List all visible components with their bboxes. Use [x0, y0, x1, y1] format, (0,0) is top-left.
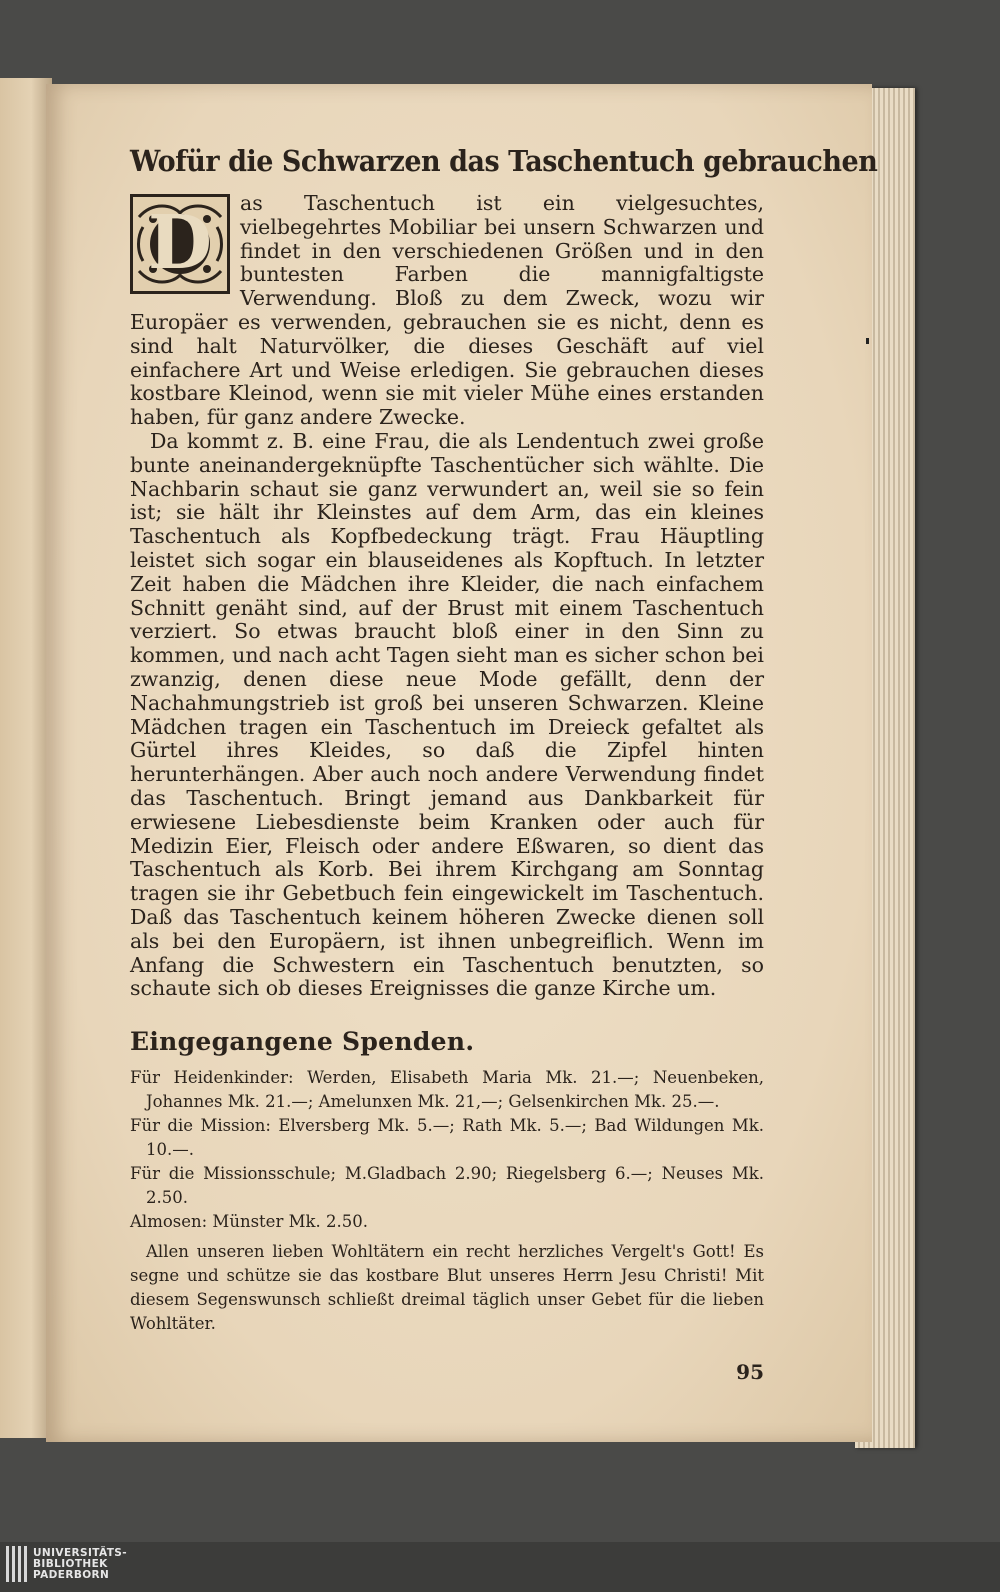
paragraph-1: as Taschentuch ist ein vielgesuchtes, vielbegehrtes Mobiliar bei unsern Schwarzen und findet in den verschiedenen Größen und in den buntesten Farben die mannigfaltigste Verwendung. Bloß zu dem Zweck, wozu wir Europäer es verwenden, gebrauchen sie es nicht, denn es sind halt Naturvölker, die dieses Geschäft auf viel einfachere Art und Weise erledigen. Sie gebrauchen dieses kostbare Kleinod, wenn sie mit vieler Mühe eines erstanden haben, für ganz andere Zwecke.: [130, 191, 764, 430]
logo-line-2: BIBLIOTHEK: [33, 1557, 108, 1570]
closing-blessing: Allen unseren lieben Wohltätern ein recht herzliches Vergelt's Gott! Es segne und schütze sie das kostbare Blut unseres Herrn Jesu Christi! Mit diesem Segenswunsch schließt dreimal täglich unser Gebet für die lieben Wohltäter.: [130, 1242, 764, 1334]
logo-line-1: UNIVERSITÄTS-: [33, 1546, 128, 1559]
donation-entry: Für die Mission: Elversberg Mk. 5.—; Rath Mk. 5.—; Bad Wildungen Mk. 10.—.: [130, 1116, 764, 1160]
donation-entry: Für Heidenkinder: Werden, Elisabeth Maria Mk. 21.—; Neuenbeken, Johannes Mk. 21.—; Amelunxen Mk. 21,—; Gelsenkirchen Mk. 25.—.: [130, 1068, 764, 1112]
page-content: [130, 144, 878, 1384]
donations-heading: Eingegangene Spenden.: [130, 1027, 475, 1057]
footer-bar: [0, 1542, 1000, 1592]
margin-mark: [866, 338, 869, 344]
logo-line-3: PADERBORN: [33, 1568, 110, 1581]
dropcap-letter: D: [147, 200, 213, 287]
ornamental-dropcap: [130, 194, 230, 294]
paragraph-2: Da kommt z. B. eine Frau, die als Lendentuch zwei große bunte aneinandergeknüpfte Taschentücher sich wählte. Die Nachbarin schaut sie ganz verwundert an, weil sie so fein ist; sie hält ihr Kleinstes auf dem Arm, das ein kleines Taschentuch als Kopfbedeckung trägt. Frau Häuptling leistet sich sogar ein blauseidenes als Kopftuch. In letzter Zeit haben die Mädchen ihre Kleider, die nach einfachem Schnitt genäht sind, auf der Brust mit einem Taschentuch verziert. So etwas braucht bloß einer in den Sinn zu kommen, und nach acht Tagen sieht man es sicher schon bei zwanzig, denen diese neue Mode gefällt, denn der Nachahmungstrieb ist groß bei unseren Schwarzen. Kleine Mädchen tragen ein Taschentuch im Dreieck gefaltet als Gürtel ihres Kleides, so daß die Zipfel hinten herunterhängen. Aber auch noch andere Verwendung findet das Taschentuch. Bringt jemand aus Dankbarkeit für erwiesene Liebesdienste beim Kranken oder auch für Medizin Eier, Fleisch oder andere Eßwaren, so dient das Taschentuch als Korb. Bei ihrem Kirchgang am Sonntag tragen sie ihr Gebetbuch fein eingewickelt im Taschentuch. Daß das Taschentuch keinem höheren Zwecke dienen soll als bei den Europäern, ist ihnen unbegreiflich. Wenn im Anfang die Schwestern ein Taschentuch benutzten, so schaute sich ob dieses Ereignisses die ganze Kirche um.: [130, 428, 764, 1001]
donation-entry: Almosen: Münster Mk. 2.50.: [130, 1212, 368, 1232]
donation-entry: Für die Missionsschule; M.Gladbach 2.90; Riegelsberg 6.—; Neuses Mk. 2.50.: [130, 1164, 764, 1208]
library-logo-text: [33, 1548, 127, 1581]
article-body: [130, 192, 764, 1001]
article-headline: Wofür die Schwarzen das Taschentuch gebrauchen: [130, 144, 878, 178]
library-logo-icon: [6, 1546, 27, 1582]
library-logo: [6, 1546, 127, 1582]
left-page-edge: [0, 78, 52, 1438]
page-number: 95: [736, 1360, 764, 1384]
book-page: [46, 84, 878, 1442]
donations-list: [130, 1066, 764, 1234]
